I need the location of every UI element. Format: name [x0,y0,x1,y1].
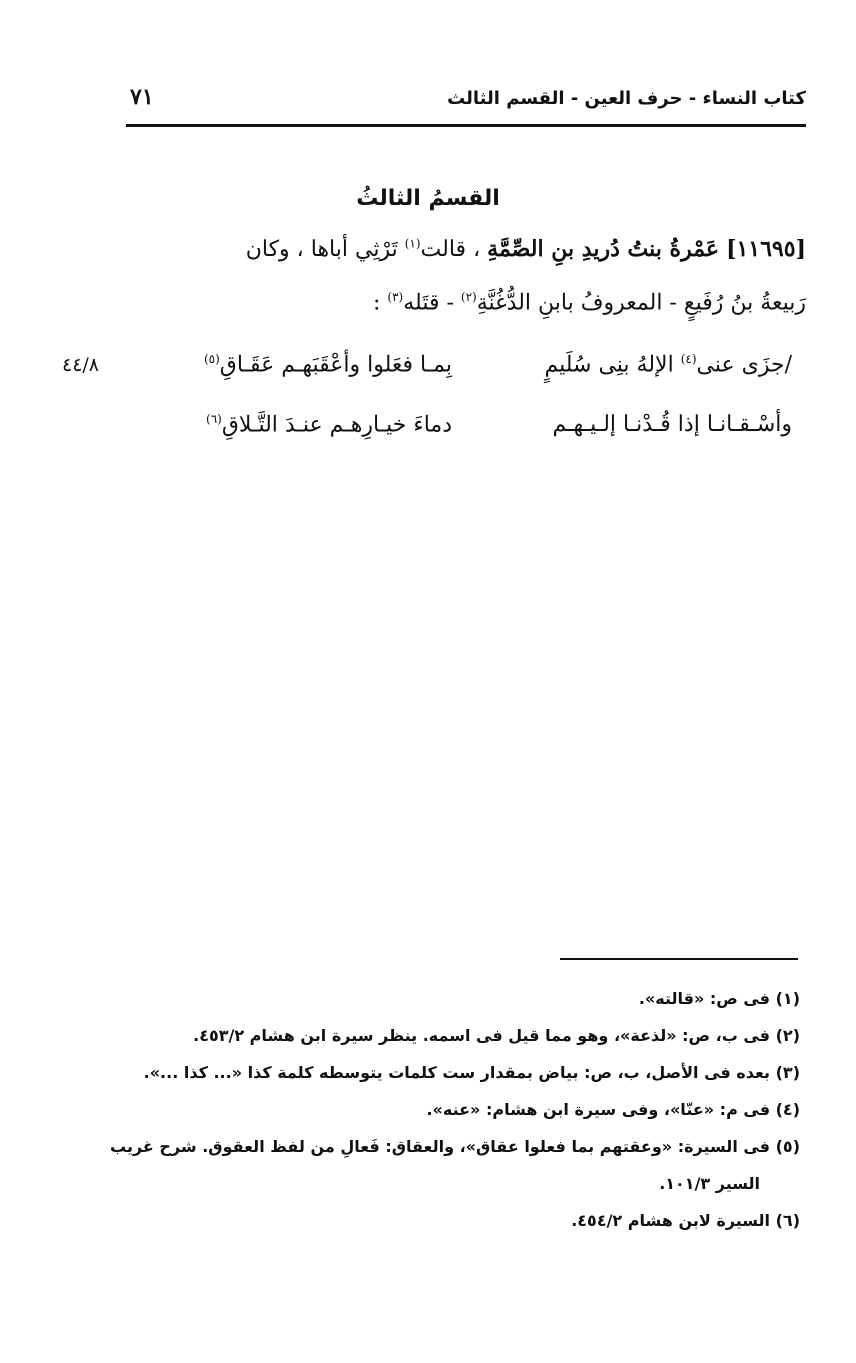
verse-text: الإلهُ بنِى سُلَيمٍ [544,352,674,378]
footnote-item: (٤) فى م: «عنّا»، وفى سيرة ابن هشام: «عنه». [426,1100,800,1119]
footnote-item: (٦) السيرة لابن هشام ٤٥٤/٢. [571,1211,800,1230]
section-heading: القسمُ الثالثُ [356,186,500,211]
footnote-item: (٣) بعده فى الأصل، ب، ص: بياض بمقدار ست كلمات يتوسطه كلمة كذا «... كذا ...». [143,1063,800,1082]
running-header [126,84,806,127]
footnote-item [110,1165,800,1202]
entry-name: عَمْرةُ بنتُ دُريدِ بنِ الصِّمَّةِ [487,236,720,262]
footnote-ref-6: (٦) [206,412,222,426]
entry-text: رَبيعةُ بنُ رُفَيعٍ - المعروفُ بابنِ الدُّغُنَّةِ [476,290,806,316]
entry-text: تَرْثِي أباها ، وكان [245,237,398,262]
footnote-separator [560,958,798,960]
entry-text: : [372,290,381,316]
footnote-ref-4: (٤) [680,352,697,366]
entry-second-line [116,290,806,315]
entry-text: ، قالت [420,237,481,262]
footnote-ref-3: (٣) [387,290,404,304]
running-title: كتاب النساء - حرف العين - القسم الثالث [447,88,806,109]
footnote-item: (٢) فى ب، ص: «لذعة»، وهو مما قيل فى اسمه. ينظر سيرة ابن هشام ٤٥٣/٢. [193,1026,800,1045]
footnote-item: (١) فى ص: «قالته». [638,989,800,1008]
page-number: ٧١ [130,84,154,110]
footnote-ref-2: (٢) [460,290,477,304]
footnotes-list [110,980,800,1239]
verse-text: /جزَى عنى [696,352,792,378]
entry-number: [١١٦٩٥] [726,236,806,262]
margin-reference: ٤٤/٨ [62,354,100,376]
verse-second-hemistich [204,352,452,377]
footnote-ref-1: (١) [404,236,421,251]
verse-line [102,412,792,452]
verse-first-hemistich [552,412,792,437]
entry-first-line [116,236,806,262]
footnote-continuation: السير ١٠١/٣. [659,1174,760,1193]
verse-second-hemistich [206,412,452,437]
verse-text: وأسْـقـانـا إذا قُـدْنـا إلـيـهـم [552,412,792,437]
verse-line [102,352,792,392]
footnote-item: (٥) فى السيرة: «وعقتهم بما فعلوا عقاق»، والعقاق: فَعالِ من لفظ العقوق. شرح غريب [110,1137,800,1156]
entry-text: - قتَله [403,290,454,316]
verse-first-hemistich [544,352,792,377]
verse-text: بِمـا فعَلوا وأعْقَبَهـم عَقَـاقِ [219,352,452,378]
verse-text: دماءَ خيـارِهـم عنـدَ التَّـلاقِ [221,412,452,438]
footnote-ref-5: (٥) [203,352,220,366]
